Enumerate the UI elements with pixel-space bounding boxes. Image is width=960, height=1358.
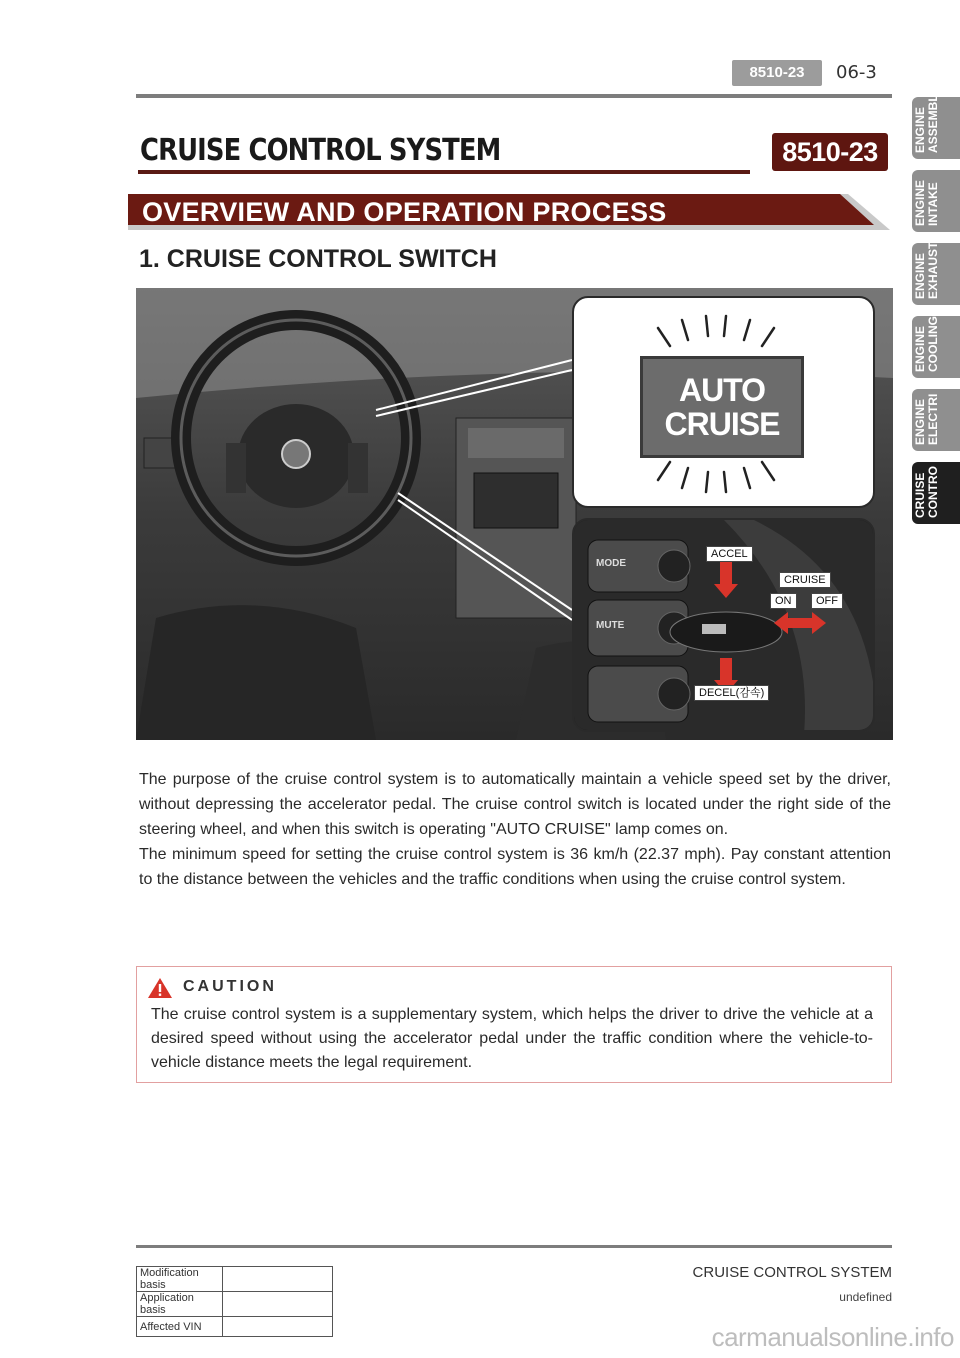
title-underline	[138, 170, 750, 174]
side-tab-label: ENGINE EXHAUST	[913, 241, 940, 299]
lamp-text-line1: AUTO	[678, 372, 766, 408]
accel-label: ACCEL	[706, 546, 753, 562]
table-row	[137, 1317, 333, 1337]
side-tab-label: ENGINE COOLING	[913, 316, 940, 372]
bottom-divider	[136, 1245, 892, 1248]
table-row	[137, 1292, 333, 1317]
side-tab-label: CRUISE CONTRO	[913, 466, 940, 518]
warning-triangle-icon	[147, 977, 173, 999]
side-tab-label: ENGINE ELECTRI	[913, 393, 940, 445]
side-tab-engine-assembly[interactable]	[912, 94, 960, 159]
caution-box	[136, 966, 892, 1083]
side-tab-engine-exhaust[interactable]	[912, 243, 960, 305]
lamp-text-line2: CRUISE	[664, 406, 780, 442]
side-tab-label: ENGINE INTAKE	[913, 179, 940, 226]
auto-cruise-lamp-callout	[572, 296, 875, 508]
off-label: OFF	[811, 593, 843, 609]
table-cell-value	[223, 1267, 333, 1292]
side-tab-label: ENGINE ASSEMBL	[913, 94, 940, 153]
table-cell-label: Affected VIN	[137, 1317, 223, 1337]
document-title: CRUISE CONTROL SYSTEM	[140, 133, 501, 168]
footer-subtitle: undefined	[839, 1290, 892, 1304]
subheading: 1. CRUISE CONTROL SWITCH	[139, 245, 497, 273]
body-text	[139, 767, 891, 892]
body-paragraph-1: The purpose of the cruise control system is to automatically maintain a vehicle speed set by the driver, without depressing the accelerator pedal. The cruise control switch is located under the right side of the steering wheel, and when this switch is operating "AUTO CRUISE" lamp comes on.	[139, 771, 891, 838]
side-tab-engine-electrical[interactable]	[912, 389, 960, 451]
table-row	[137, 1267, 333, 1292]
table-cell-label: Application basis	[137, 1292, 223, 1317]
mute-button-label: MUTE	[596, 620, 625, 631]
side-tab-cruise-control[interactable]	[912, 462, 960, 524]
auto-cruise-lamp	[640, 356, 804, 458]
body-paragraph-2: The minimum speed for setting the cruise control system is 36 km/h (22.37 mph). Pay constant attention to the distance between the vehicles and the traffic conditions when using the cruise control system.	[139, 846, 891, 888]
footer-title: CRUISE CONTROL SYSTEM	[692, 1264, 892, 1281]
watermark: carmanualsonline.info	[711, 1322, 954, 1352]
section-code-badge: 8510-23	[732, 60, 822, 86]
title-code-badge: 8510-23	[772, 133, 888, 171]
page-number: 06-3	[836, 62, 877, 83]
section-banner-text: OVERVIEW AND OPERATION PROCESS	[142, 197, 667, 227]
mode-button-label: MODE	[596, 558, 626, 569]
table-cell-value	[223, 1317, 333, 1337]
section-banner	[128, 194, 890, 230]
side-tab-engine-intake[interactable]	[912, 170, 960, 232]
table-cell-value	[223, 1292, 333, 1317]
decel-label: DECEL(감속)	[694, 685, 769, 701]
revision-table	[136, 1266, 333, 1337]
caution-title: CAUTION	[183, 978, 277, 995]
cruise-switch-callout	[572, 518, 875, 732]
cruise-label: CRUISE	[779, 572, 831, 588]
table-cell-label: Modification basis	[137, 1267, 223, 1292]
caution-text: The cruise control system is a supplementary system, which helps the driver to drive the vehicle at a desired speed without using the accelerator pedal under the traffic condition where the vehicle-to-vehicle distance meets the legal requirement.	[151, 1006, 873, 1071]
dashboard-figure	[136, 288, 893, 740]
side-tab-engine-cooling[interactable]	[912, 316, 960, 378]
top-divider	[136, 94, 892, 98]
on-label: ON	[770, 593, 797, 609]
